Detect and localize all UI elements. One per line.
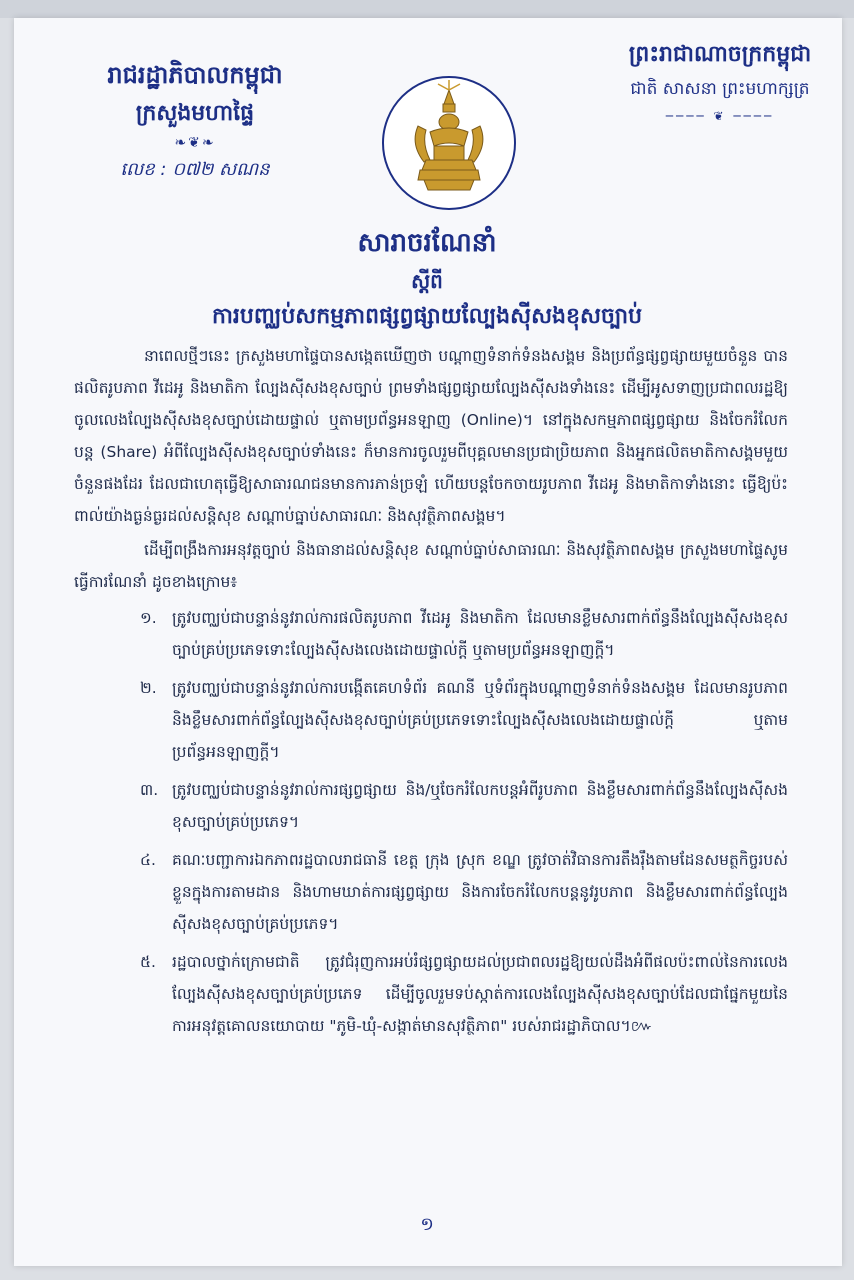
ornament-divider: ──── ❦ ──── <box>665 109 775 123</box>
list-item <box>74 672 788 768</box>
kingdom-name: ព្រះរាជាណាចក្រកម្ពុជា <box>628 42 812 67</box>
item-text: ត្រូវបញ្ឈប់ជាបន្ទាន់នូវរាល់ការផ្សព្វផ្សាយ និង/ឬចែករំលែកបន្តអំពីរូបភាព និងខ្លឹមសារពាក់ព័ន្ធនឹងល្បែងស៊ីសងខុសច្បាប់គ្រប់ប្រភេទ។ <box>172 781 788 831</box>
government-name: រាជរដ្ឋាភិបាលកម្ពុជា <box>107 61 283 89</box>
item-number: ៥. <box>140 953 156 971</box>
body-paragraph: នាពេលថ្មីៗនេះ ក្រសួងមហាផ្ទៃបានសង្កេតឃើញថា បណ្តាញទំនាក់ទំនងសង្គម និងប្រព័ន្ធផ្សព្វផ្សាយមួយចំនួន បានផលិតរូបភាព វីដេអូ និងមាតិកា ល្បែងស៊ីសងខុសច្បាប់ ព្រមទាំងផ្សព្វផ្សាយល្បែងស៊ីសងទាំងនេះ ដើម្បីអូសទាញប្រជាពលរដ្ឋឱ្យចូលលេងល្បែងស៊ីសងខុសច្បាប់ដោយផ្ទាល់ ឬតាមប្រព័ន្ធអនឡាញ (Online)។ នៅក្នុងសកម្មភាពផ្សព្វផ្សាយ និងចែករំលែកបន្ត (Share) អំពីល្បែងស៊ីសងខុសច្បាប់ទាំងនេះ ក៏មានការចូលរួមពីបុគ្គលមានប្រជាប្រិយភាព និងអ្នកផលិតមាតិកាសង្គមមួយចំនួនផងដែរ ដែលជាហេតុធ្វើឱ្យសាធារណជនមានការភាន់ច្រឡំ ហើយបន្តចែកចាយរូបភាព វីដេអូ និងមាតិកាទាំងនោះ ធ្វើឱ្យប៉ះពាល់យ៉ាងធ្ងន់ធ្ងរដល់សន្តិសុខ សណ្តាប់ធ្នាប់សាធារណៈ និងសុវត្ថិភាពសង្គម។ <box>74 347 788 525</box>
scan-top-edge <box>0 0 854 18</box>
ministry-header <box>70 60 320 184</box>
instruction-list <box>74 602 788 1042</box>
page-number: ១ <box>420 1214 434 1235</box>
item-text: ត្រូវបញ្ឈប់ជាបន្ទាន់នូវរាល់ការបង្កើតគេហទំព័រ គណនី ឬទំព័រក្នុងបណ្តាញទំនាក់ទំនងសង្គម ដែលមានរូបភាព និងខ្លឹមសារពាក់ព័ន្ធល្បែងស៊ីសងខុសច្បាប់គ្រប់ប្រភេទទោះល្បែងស៊ីសងលេងដោយផ្ទាល់ក្តី ឬតាមប្រព័ន្ធអនឡាញក្តី។ <box>172 679 788 761</box>
list-item <box>74 844 788 940</box>
national-motto: ជាតិ សាសនា ព្រះមហាក្សត្រ <box>630 79 810 99</box>
list-item <box>74 602 788 666</box>
item-text: គណៈបញ្ជាការឯកភាពរដ្ឋបាលរាជធានី ខេត្ត ក្រុង ស្រុក ខណ្ឌ ត្រូវចាត់វិធានការតឹងរ៉ឹងតាមដែនសមត្ថកិច្ចរបស់ខ្លួនក្នុងការតាមដាន និងហាមឃាត់ការផ្សព្វផ្សាយ និងការចែករំលែកបន្តនូវរូបភាព និងខ្លឹមសារពាក់ព័ន្ធល្បែងស៊ីសងខុសច្បាប់គ្រប់ប្រភេទ។ <box>172 851 788 933</box>
item-number: ១. <box>140 609 157 627</box>
item-number: ២. <box>140 679 157 697</box>
title-block <box>0 226 854 334</box>
ornament-divider: ❧❦❧ <box>174 135 216 151</box>
document-subject: ការបញ្ឈប់សកម្មភាពផ្សព្វផ្សាយល្បែងស៊ីសងខុសច្បាប់ <box>211 304 643 329</box>
subject-label: ស្តីពី <box>411 269 443 293</box>
item-text: រដ្ឋបាលថ្នាក់ក្រោមជាតិ ត្រូវជំរុញការអប់រំផ្សព្វផ្សាយដល់ប្រជាពលរដ្ឋឱ្យយល់ដឹងអំពីផលប៉ះពាល់នៃការលេងល្បែងស៊ីសងខុសច្បាប់គ្រប់ប្រភេទ ដើម្បីចូលរួមទប់ស្កាត់ការលេងល្បែងស៊ីសងខុសច្បាប់ដែលជាផ្នែកមួយនៃការអនុវត្តគោលនយោបាយ "ភូមិ-ឃុំ-សង្កាត់មានសុវត្ថិភាព" របស់រាជរដ្ឋាភិបាល។៚ <box>172 953 788 1035</box>
ministry-name: ក្រសួងមហាផ្ទៃ <box>135 101 255 126</box>
document-title: សារាចរណែនាំ <box>357 228 497 258</box>
royal-emblem-icon <box>380 74 518 212</box>
list-item <box>74 946 788 1042</box>
item-number: ៤. <box>140 851 156 869</box>
document-number: លេខ : ០៧២ សណន <box>120 159 270 180</box>
document-body <box>74 340 788 1048</box>
item-number: ៣. <box>140 781 159 799</box>
kingdom-header <box>600 40 840 123</box>
list-item <box>74 774 788 838</box>
item-text: ត្រូវបញ្ឈប់ជាបន្ទាន់នូវរាល់ការផលិតរូបភាព វីដេអូ និងមាតិកា ដែលមានខ្លឹមសារពាក់ព័ន្ធនឹងល្បែងស៊ីសងខុសច្បាប់គ្រប់ប្រភេទទោះល្បែងស៊ីសងលេងដោយផ្ទាល់ក្តី ឬតាមប្រព័ន្ធអនឡាញក្តី។ <box>172 609 788 659</box>
body-paragraph: ដើម្បីពង្រឹងការអនុវត្តច្បាប់ និងធានាដល់សន្តិសុខ សណ្តាប់ធ្នាប់សាធារណៈ និងសុវត្ថិភាពសង្គម ក្រសួងមហាផ្ទៃសូមធ្វើការណែនាំ ដូចខាងក្រោម៖ <box>74 541 788 591</box>
